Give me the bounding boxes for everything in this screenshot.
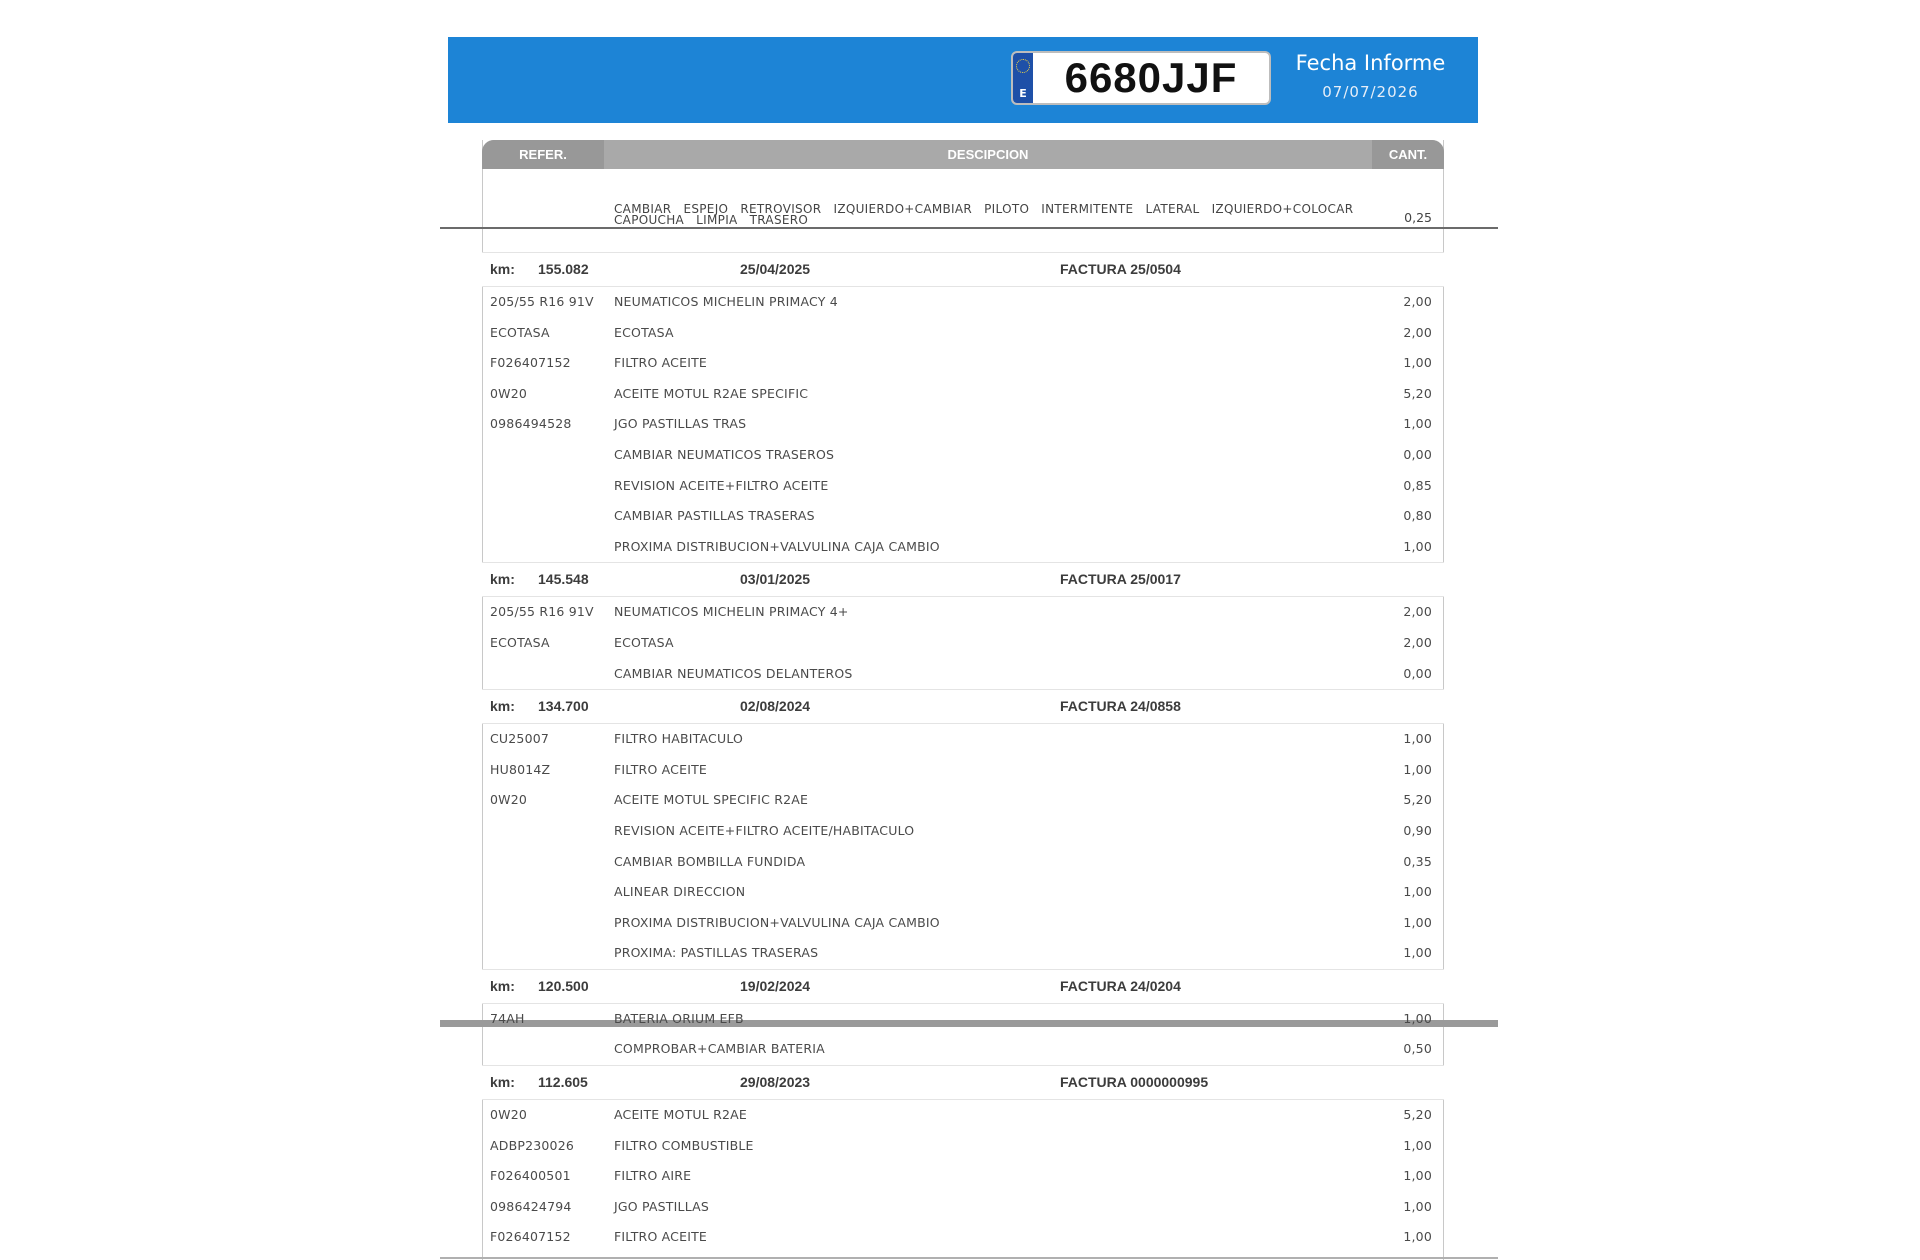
row-reference: F026407152 xyxy=(490,355,571,371)
row-reference: 0986494528 xyxy=(490,416,572,432)
table-row xyxy=(482,597,1444,628)
row-reference: 0W20 xyxy=(490,792,528,808)
row-reference: 205/55 R16 91V xyxy=(490,294,594,309)
row-quantity: 1,00 xyxy=(1403,884,1432,900)
table-row xyxy=(482,628,1444,659)
license-plate xyxy=(1011,51,1271,105)
row-description: NEUMATICOS MICHELIN PRIMACY 4+ xyxy=(614,604,849,620)
row-quantity: 0,50 xyxy=(1403,1041,1432,1057)
table-row xyxy=(482,1131,1444,1162)
table-row xyxy=(482,724,1444,755)
invoice-header xyxy=(482,562,1444,597)
row-quantity: 1,00 xyxy=(1403,538,1432,554)
row-description: COMPROBAR+CAMBIAR BATERIA xyxy=(614,1041,825,1057)
row-quantity: 1,00 xyxy=(1403,945,1432,961)
table-row xyxy=(482,1222,1444,1253)
invoice-header xyxy=(482,1065,1444,1100)
invoice-number: FACTURA 24/0858 xyxy=(1060,698,1181,715)
table-row xyxy=(482,938,1444,969)
row-reference: ECOTASA xyxy=(490,634,550,650)
row-quantity: 1,00 xyxy=(1403,355,1432,371)
row-quantity: 1,00 xyxy=(1403,1168,1432,1184)
row-quantity: 1,00 xyxy=(1403,1229,1432,1245)
invoice-km: 145.548 xyxy=(538,571,589,588)
row-quantity: 1,00 xyxy=(1403,761,1432,777)
eu-band xyxy=(1013,53,1033,103)
invoice-km: 134.700 xyxy=(538,698,589,715)
table-row xyxy=(482,1192,1444,1223)
row-quantity: 1,00 xyxy=(1403,1198,1432,1214)
row-reference: 0986424794 xyxy=(490,1198,572,1214)
column-header xyxy=(482,140,1444,169)
row-quantity: 0,00 xyxy=(1403,665,1432,681)
report-date-label: Fecha Informe xyxy=(1295,51,1446,75)
invoice-date: 03/01/2025 xyxy=(740,571,811,588)
row-description: CAMBIAR BOMBILLA FUNDIDA xyxy=(614,853,806,869)
table-row xyxy=(482,409,1444,440)
scan-artifact-line xyxy=(440,1257,1498,1259)
eu-stars-icon xyxy=(1016,59,1030,73)
carryover-description: CAMBIAR ESPEJO RETROVISOR IZQUIERDO+CAMBIAR PILOTO INTERMITENTE LATERAL IZQUIERDO+COLOCAR CAPOUCHA LIMPIA TRASERO xyxy=(614,202,1354,227)
invoice-km-label: km: xyxy=(490,261,515,277)
invoice-number: FACTURA 24/0204 xyxy=(1060,977,1181,994)
row-reference: ADBP230026 xyxy=(490,1137,575,1153)
plate-number: 6680JJF xyxy=(1064,54,1238,101)
row-quantity: 2,00 xyxy=(1403,604,1432,620)
column-desc-header: DESCIPCION xyxy=(947,147,1029,162)
table-row xyxy=(482,785,1444,816)
row-description: ACEITE MOTUL R2AE SPECIFIC xyxy=(614,385,809,401)
invoice-date: 25/04/2025 xyxy=(740,261,811,277)
row-description: FILTRO HABITACULO xyxy=(614,731,744,747)
row-description: CAMBIAR NEUMATICOS TRASEROS xyxy=(614,446,835,462)
row-description: BATERIA ORIUM EFB xyxy=(614,1010,744,1026)
table-row xyxy=(482,847,1444,878)
table-row xyxy=(482,501,1444,532)
row-description: JGO PASTILLAS TRAS xyxy=(614,416,747,432)
row-description: FILTRO ACEITE xyxy=(614,761,708,777)
table-row xyxy=(482,348,1444,379)
table-row xyxy=(482,379,1444,410)
row-description: CAMBIAR NEUMATICOS DELANTEROS xyxy=(614,665,853,681)
row-quantity: 5,20 xyxy=(1403,385,1432,401)
invoice-list xyxy=(482,252,1444,1253)
row-quantity: 5,20 xyxy=(1403,792,1432,808)
report-header xyxy=(448,37,1478,123)
invoice-km-label: km: xyxy=(490,977,515,994)
plate-country-code: E xyxy=(1019,87,1027,100)
row-description: FILTRO COMBUSTIBLE xyxy=(614,1137,754,1153)
row-description: ALINEAR DIRECCION xyxy=(614,884,746,900)
table-row xyxy=(482,816,1444,847)
row-reference: F026407152 xyxy=(490,1229,571,1245)
invoice-date: 29/08/2023 xyxy=(740,1074,811,1091)
table-row xyxy=(482,471,1444,502)
row-description: PROXIMA DISTRIBUCION+VALVULINA CAJA CAMBIO xyxy=(614,914,940,930)
invoice-km-label: km: xyxy=(490,1074,515,1091)
row-quantity: 2,00 xyxy=(1403,324,1432,340)
row-quantity: 0,90 xyxy=(1403,822,1432,838)
invoice-header xyxy=(482,689,1444,724)
row-description: REVISION ACEITE+FILTRO ACEITE xyxy=(614,477,829,493)
row-description: REVISION ACEITE+FILTRO ACEITE/HABITACULO xyxy=(614,822,915,838)
invoice-km: 120.500 xyxy=(538,977,589,994)
report-date: 07/07/2026 xyxy=(1322,83,1419,101)
invoice-km-label: km: xyxy=(490,571,515,588)
row-quantity: 0,80 xyxy=(1403,508,1432,524)
table-row xyxy=(482,440,1444,471)
column-ref-header: REFER. xyxy=(482,140,604,169)
row-quantity: 1,00 xyxy=(1403,1137,1432,1153)
row-quantity: 1,00 xyxy=(1403,731,1432,747)
invoice-number: FACTURA 0000000995 xyxy=(1060,1074,1209,1091)
row-description: FILTRO AIRE xyxy=(614,1168,692,1184)
invoice-header xyxy=(482,252,1444,287)
row-quantity: 0,00 xyxy=(1403,446,1432,462)
row-description: NEUMATICOS MICHELIN PRIMACY 4 xyxy=(614,294,838,309)
row-reference: F026400501 xyxy=(490,1168,571,1184)
row-reference: 0W20 xyxy=(490,385,528,401)
invoice-km: 155.082 xyxy=(538,261,589,277)
table-row xyxy=(482,908,1444,939)
row-description: FILTRO ACEITE xyxy=(614,1229,708,1245)
row-quantity: 0,85 xyxy=(1403,477,1432,493)
row-description: CAMBIAR PASTILLAS TRASERAS xyxy=(614,508,815,524)
row-reference: HU8014Z xyxy=(490,761,551,777)
row-description: PROXIMA: PASTILLAS TRASERAS xyxy=(614,945,819,961)
row-description: FILTRO ACEITE xyxy=(614,355,708,371)
row-quantity: 0,35 xyxy=(1403,853,1432,869)
table-row xyxy=(482,659,1444,690)
row-reference: 0W20 xyxy=(490,1107,528,1123)
column-qty-header: CANT. xyxy=(1372,140,1444,169)
table-row xyxy=(482,532,1444,563)
invoice-number: FACTURA 25/0504 xyxy=(1060,261,1181,277)
row-description: PROXIMA DISTRIBUCION+VALVULINA CAJA CAMBIO xyxy=(614,538,940,554)
row-quantity: 2,00 xyxy=(1403,294,1432,309)
table-row xyxy=(482,1004,1444,1035)
row-quantity: 2,00 xyxy=(1403,634,1432,650)
invoice-number: FACTURA 25/0017 xyxy=(1060,571,1181,588)
scan-artifact-line xyxy=(440,227,1498,229)
table-row xyxy=(482,287,1444,318)
invoice-header xyxy=(482,969,1444,1004)
invoice-date: 19/02/2024 xyxy=(740,977,811,994)
invoice-date: 02/08/2024 xyxy=(740,698,811,715)
row-quantity: 1,00 xyxy=(1403,416,1432,432)
row-reference: 205/55 R16 91V xyxy=(490,604,594,620)
table-row xyxy=(482,1161,1444,1192)
row-quantity: 1,00 xyxy=(1403,914,1432,930)
carryover-quantity: 0,25 xyxy=(1404,210,1432,225)
row-description: JGO PASTILLAS xyxy=(614,1198,710,1214)
row-description: ECOTASA xyxy=(614,324,674,340)
row-quantity: 5,20 xyxy=(1403,1107,1432,1123)
table-row xyxy=(482,877,1444,908)
row-quantity: 1,00 xyxy=(1403,1010,1432,1026)
table-row xyxy=(482,1100,1444,1131)
row-reference: ECOTASA xyxy=(490,324,550,340)
table-row xyxy=(482,1034,1444,1065)
row-reference: CU25007 xyxy=(490,731,550,747)
row-reference: 74AH xyxy=(490,1010,525,1026)
invoice-km-label: km: xyxy=(490,698,515,715)
invoice-km: 112.605 xyxy=(538,1074,588,1091)
row-description: ACEITE MOTUL R2AE xyxy=(614,1107,747,1123)
row-description: ACEITE MOTUL SPECIFIC R2AE xyxy=(614,792,809,808)
table-row xyxy=(482,318,1444,349)
table-row xyxy=(482,755,1444,786)
row-description: ECOTASA xyxy=(614,634,674,650)
